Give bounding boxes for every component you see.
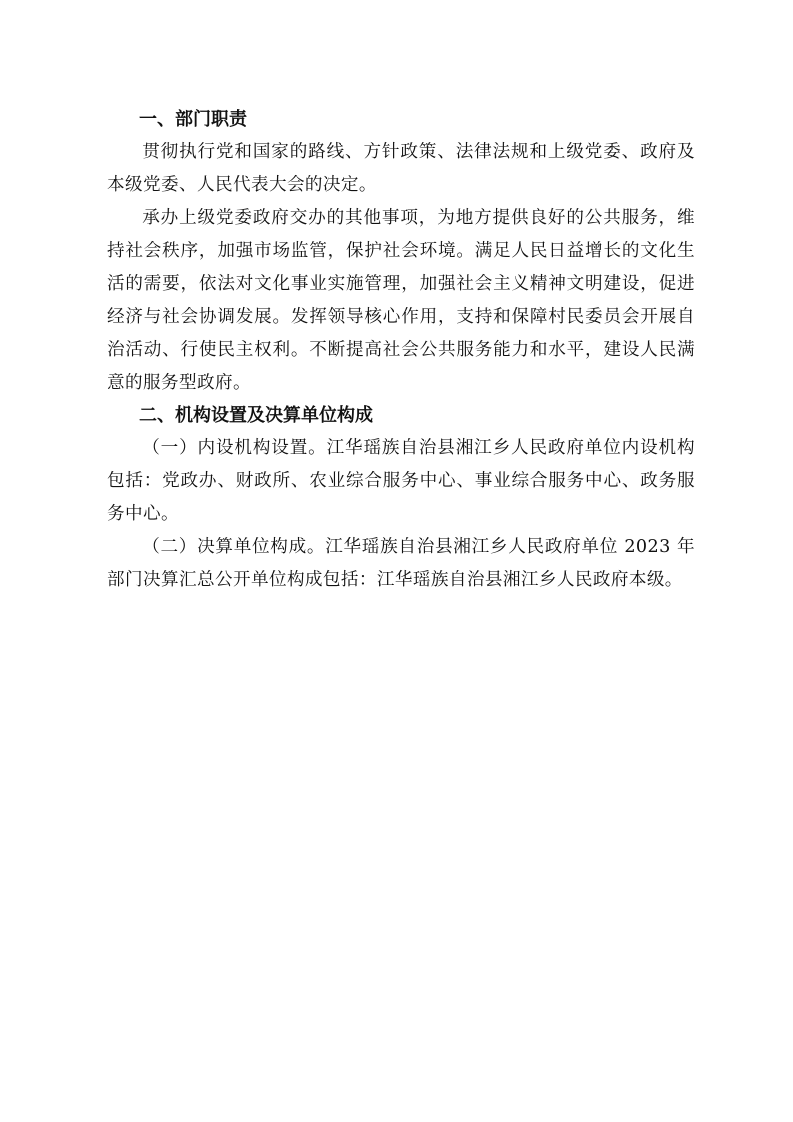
paragraph-duties-2: 承办上级党委政府交办的其他事项，为地方提供良好的公共服务，维持社会秩序，加强市场监管，保护社会环境。满足人民日益增长的文化生活的需要，依法对文化事业实施管理，加强社会主义精神文明建设，促进经济与社会协调发展。发挥领导核心作用，支持和保障村民委员会开展自治活动、行使民主权利。不断提高社会公共服务能力和水平，建设人民满意的服务型政府。 [107,208,695,393]
document-body [107,104,695,597]
paragraph-internal-structure: （一）内设机构设置。江华瑶族自治县湘江乡人民政府单位内设机构包括：党政办、财政所、农业综合服务中心、事业综合服务中心、政务服务中心。 [107,438,695,524]
section-heading-department-duties: 一、部门职责 [139,109,247,130]
paragraph-duties-1: 贯彻执行党和国家的路线、方针政策、法律法规和上级党委、政府及本级党委、人民代表大会的决定。 [107,142,695,195]
paragraph-budget-units: （二）决算单位构成。江华瑶族自治县湘江乡人民政府单位 2023 年部门决算汇总公开单位构成包括：江华瑶族自治县湘江乡人民政府本级。 [107,537,695,590]
section-heading-organization: 二、机构设置及决算单位构成 [139,405,373,426]
